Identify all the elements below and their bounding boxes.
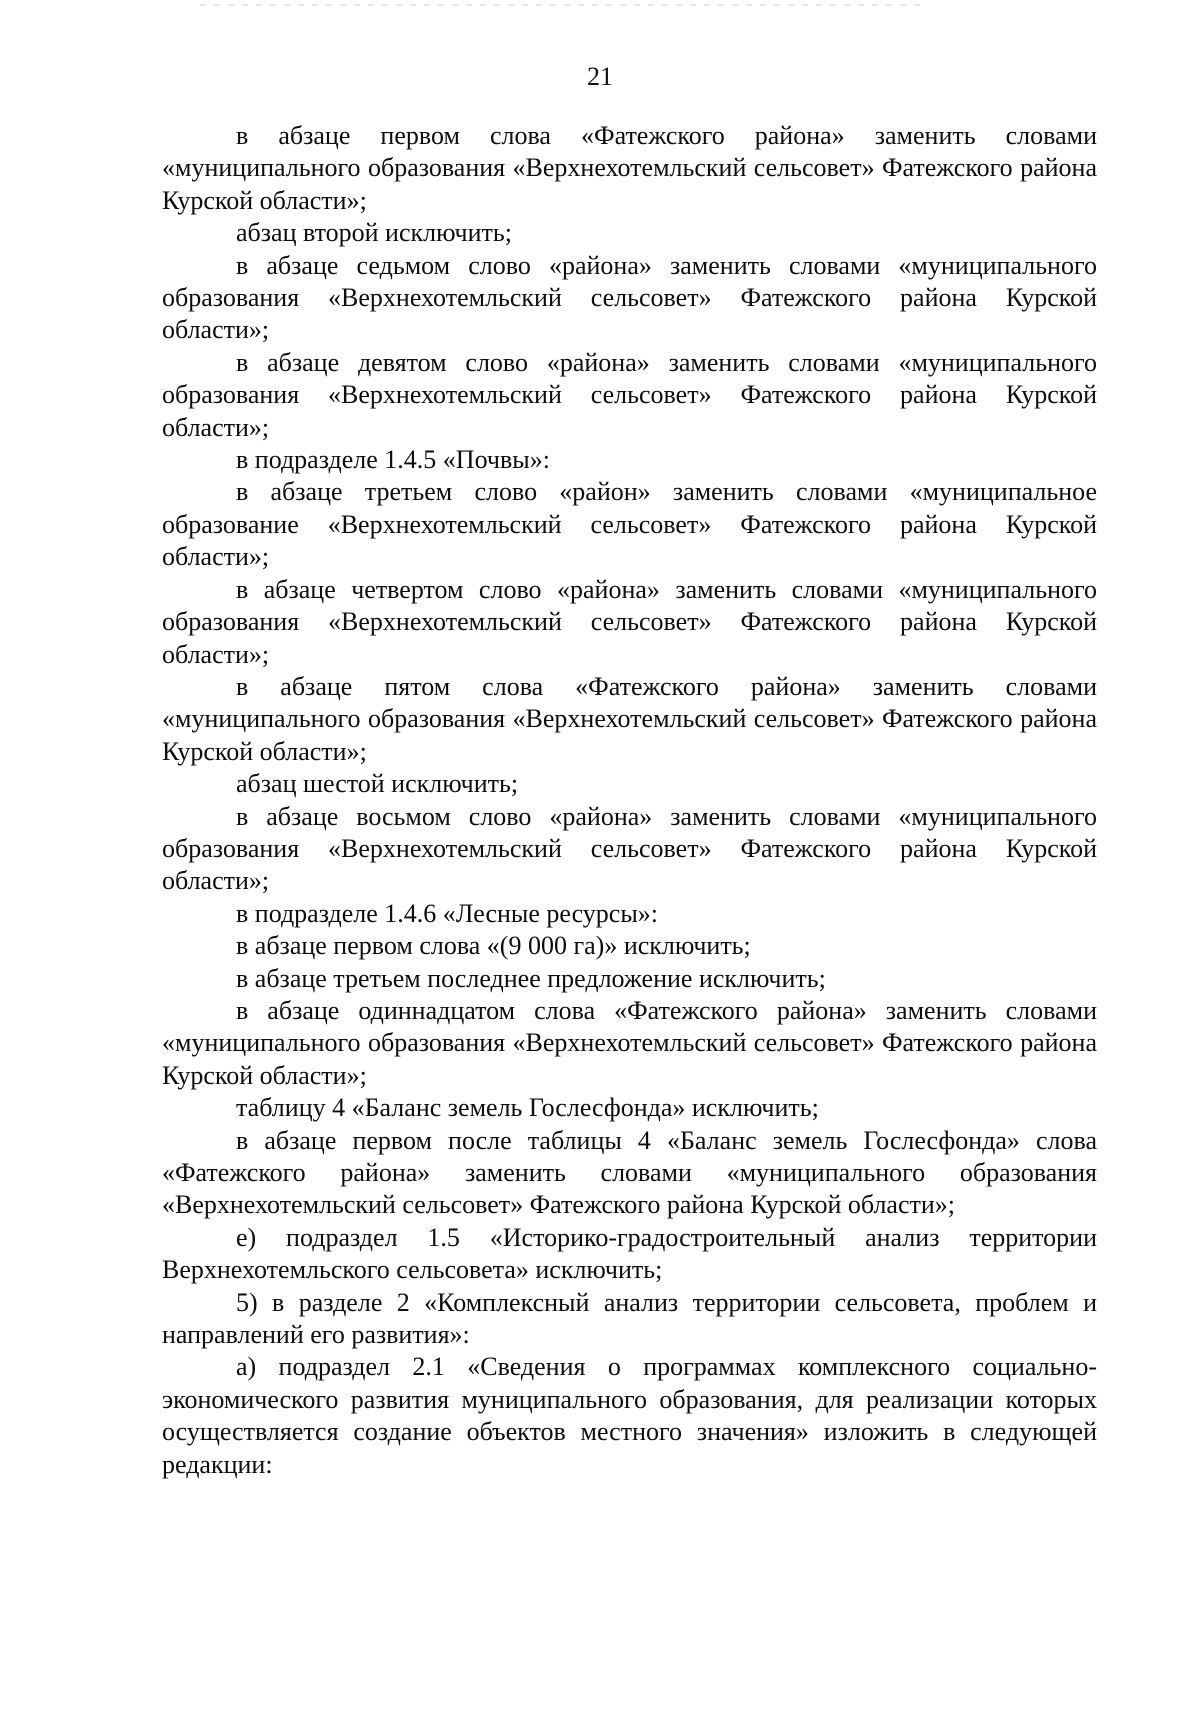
paragraph: в абзаце седьмом слово «района» заменить словами «муниципального образования «Верхнехотемльский сельсовет» Фатежского района Курской области»;	[162, 250, 1097, 345]
paragraph: в абзаце первом слова «(9 000 га)» исключить;	[236, 931, 751, 961]
paragraph: в абзаце первом после таблицы 4 «Баланс земель Гослесфонда» слова «Фатежского района» заменить словами «муниципального образования «Верхнехотемльский сельсовет» Фатежского района Курской области»;	[162, 1125, 1097, 1220]
paragraph: в абзаце первом слова «Фатежского района» заменить словами «муниципального образования «Верхнехотемльский сельсовет» Фатежского района Курской области»;	[162, 121, 1097, 215]
paragraph: в абзаце пятом слова «Фатежского района» заменить словами «муниципального образования «Верхнехотемльский сельсовет» Фатежского района Курской области»;	[162, 671, 1097, 766]
paragraph: абзац второй исключить;	[236, 218, 512, 248]
paragraph: в абзаце третьем слово «район» заменить словами «муниципальное образование «Верхнехотемльский сельсовет» Фатежского района Курской области»;	[162, 477, 1097, 572]
paragraph: в подразделе 1.4.6 «Лесные ресурсы»:	[236, 898, 659, 928]
document-body	[162, 120, 1097, 1481]
scan-artifact	[200, 4, 920, 6]
paragraph: в абзаце четвертом слово «района» заменить словами «муниципального образования «Верхнехотемльский сельсовет» Фатежского района Курской области»;	[162, 574, 1097, 669]
paragraph: таблицу 4 «Баланс земель Гослесфонда» исключить;	[236, 1093, 819, 1123]
paragraph: а) подраздел 2.1 «Сведения о программах комплексного социально-экономического развития муниципального образования, для реализации которых осуществляется создание объектов местного значения» изложить в следующей редакции:	[162, 1352, 1097, 1479]
paragraph: в абзаце восьмом слово «района» заменить словами «муниципального образования «Верхнехотемльский сельсовет» Фатежского района Курской области»;	[162, 801, 1097, 896]
paragraph: в абзаце одиннадцатом слова «Фатежского района» заменить словами «муниципального образования «Верхнехотемльский сельсовет» Фатежского района Курской области»;	[162, 995, 1097, 1090]
paragraph: в абзаце девятом слово «района» заменить словами «муниципального образования «Верхнехотемльский сельсовет» Фатежского района Курской области»;	[162, 347, 1097, 442]
page-number: 21	[587, 62, 613, 91]
paragraph: 5) в разделе 2 «Комплексный анализ территории сельсовета, проблем и направлений его развития»:	[162, 1287, 1097, 1350]
paragraph: абзац шестой исключить;	[236, 769, 519, 799]
paragraph: в подразделе 1.4.5 «Почвы»:	[236, 445, 550, 475]
paragraph: в абзаце третьем последнее предложение исключить;	[236, 963, 826, 993]
paragraph: е) подраздел 1.5 «Историко-градостроительный анализ территории Верхнехотемльского сельсовета» исключить;	[162, 1222, 1097, 1285]
